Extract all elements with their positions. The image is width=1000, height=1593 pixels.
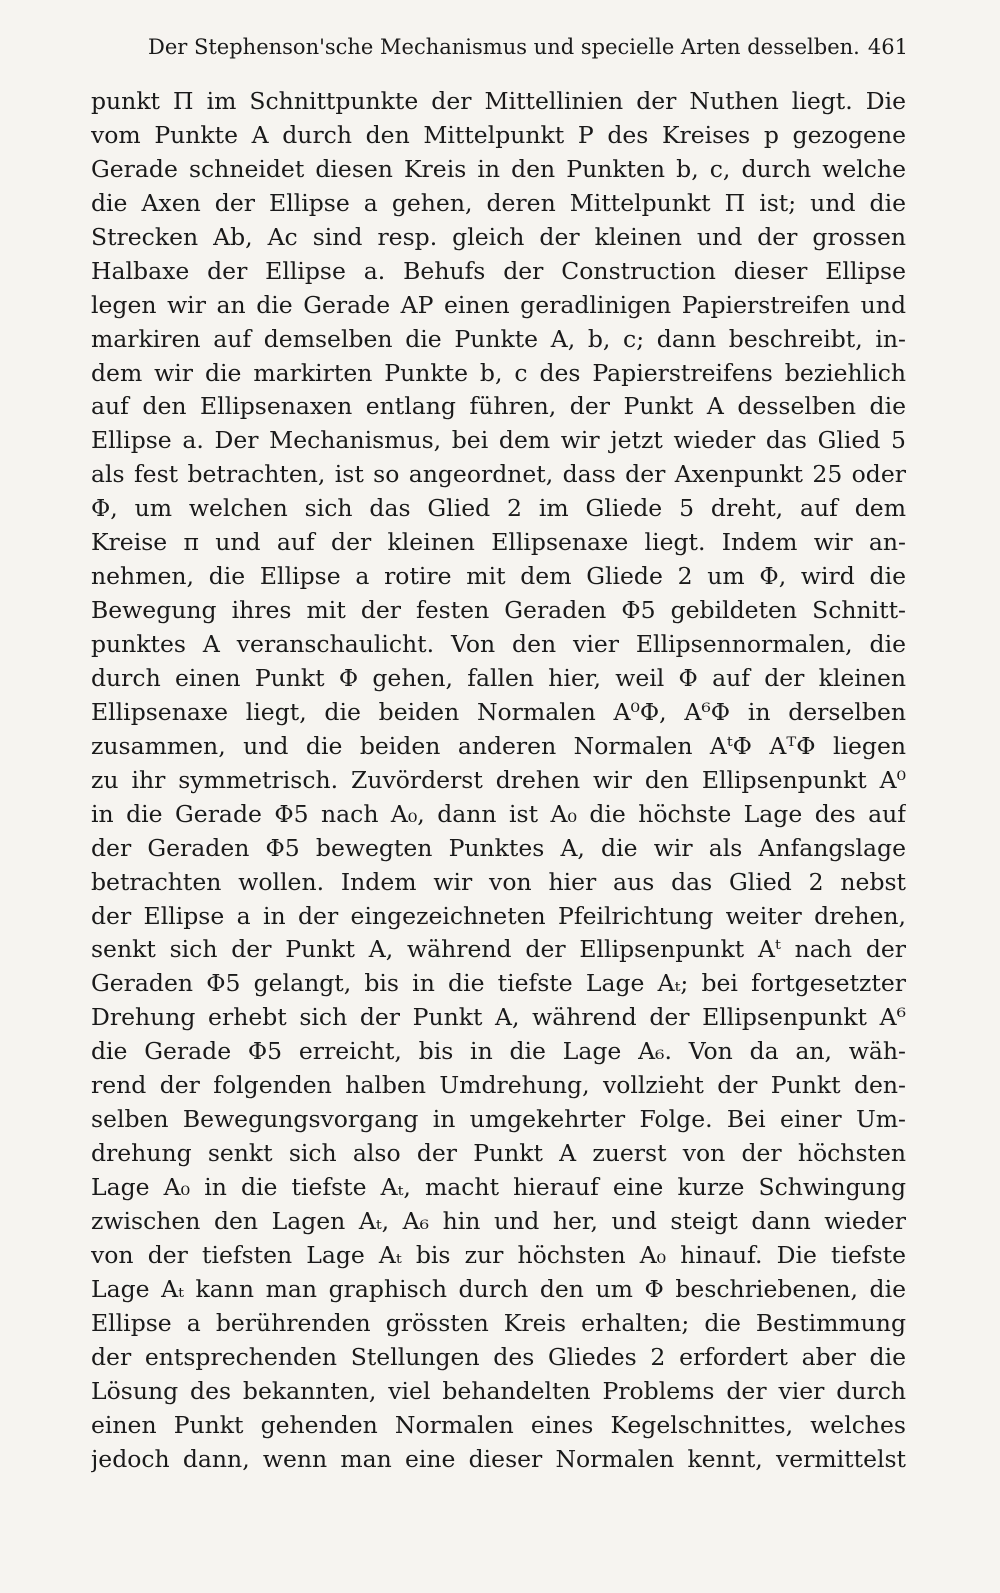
body-text [91,85,906,1476]
text-line: Drehung erhebt sich der Punkt A, während der Ellipsenpunkt A⁶ [91,1003,906,1032]
text-line: die Axen der Ellipse a gehen, deren Mittelpunkt Π ist; und die [91,188,906,217]
text-line: markiren auf demselben die Punkte A, b, c; dann beschreibt, in- [91,324,906,353]
text-line: Ellipse a. Der Mechanismus, bei dem wir jetzt wieder das Glied 5 [91,426,906,455]
text-line: auf den Ellipsenaxen entlang führen, der Punkt A desselben die [91,392,906,421]
text-line: selben Bewegungsvorgang in umgekehrter Folge. Bei einer Um- [91,1105,906,1134]
text-line: betrachten wollen. Indem wir von hier aus das Glied 2 nebst [91,867,906,896]
text-line: der Geraden Φ5 bewegten Punktes A, die wir als Anfangslage [91,833,906,862]
text-line: Gerade schneidet diesen Kreis in den Punkten b, c, durch welche [91,154,906,183]
text-line: dem wir die markirten Punkte b, c des Papierstreifens beziehlich [91,358,906,387]
text-line: zu ihr symmetrisch. Zuvörderst drehen wir den Ellipsenpunkt A⁰ [91,765,906,794]
text-line: Ellipse a berührenden grössten Kreis erhalten; die Bestimmung [91,1308,906,1337]
text-line: drehung senkt sich also der Punkt A zuerst von der höchsten [91,1139,906,1168]
text-line: punktes A veranschaulicht. Von den vier Ellipsennormalen, die [91,630,906,658]
text-line: zwischen den Lagen Aₜ, A₆ hin und her, und steigt dann wieder [91,1206,906,1235]
text-line: der Ellipse a in der eingezeichneten Pfeilrichtung weiter drehen, [91,901,906,930]
text-line: Ellipsenaxe liegt, die beiden Normalen A⁰Φ, A⁶Φ in derselben [91,697,906,726]
text-line: Lösung des bekannten, viel behandelten Problems der vier durch [91,1376,906,1405]
text-line: als fest betrachten, ist so angeordnet, dass der Axenpunkt 25 oder [91,460,906,489]
text-line: einen Punkt gehenden Normalen eines Kegelschnittes, welches [91,1410,906,1439]
text-line: Strecken Ab, Ac sind resp. gleich der kleinen und der grossen [91,222,906,251]
running-title: Der Stephenson'sche Mechanismus und specielle Arten desselben. [148,35,860,59]
text-line: Bewegung ihres mit der festen Geraden Φ5 gebildeten Schnitt- [91,596,906,625]
text-line: der entsprechenden Stellungen des Gliedes 2 erfordert aber die [91,1342,906,1371]
text-line: nehmen, die Ellipse a rotire mit dem Gliede 2 um Φ, wird die [91,562,906,591]
text-line: senkt sich der Punkt A, während der Ellipsenpunkt Aᵗ nach der [91,935,906,964]
running-head [148,30,908,64]
text-line: Geraden Φ5 gelangt, bis in die tiefste Lage Aₜ; bei fortgesetzter [91,969,906,998]
text-line: Kreise π und auf der kleinen Ellipsenaxe liegt. Indem wir an- [91,528,906,557]
text-line: in die Gerade Φ5 nach A₀, dann ist A₀ die höchste Lage des auf [91,799,906,828]
page-number: 461 [867,35,908,59]
text-line: Halbaxe der Ellipse a. Behufs der Construction dieser Ellipse [91,256,906,285]
text-line: durch einen Punkt Φ gehen, fallen hier, weil Φ auf der kleinen [91,663,906,692]
text-line: Φ, um welchen sich das Glied 2 im Gliede 5 dreht, auf dem [91,494,906,523]
text-line: punkt Π im Schnittpunkte der Mittellinien der Nuthen liegt. Die [91,87,906,115]
text-line: Lage Aₜ kann man graphisch durch den um Φ beschriebenen, die [91,1274,906,1303]
text-line: jedoch dann, wenn man eine dieser Normalen kennt, vermittelst [91,1444,906,1473]
text-line: die Gerade Φ5 erreicht, bis in die Lage A₆. Von da an, wäh- [91,1037,906,1066]
text-line: Lage A₀ in die tiefste Aₜ, macht hierauf eine kurze Schwingung [91,1173,906,1201]
text-line: zusammen, und die beiden anderen Normalen AᵗΦ AᵀΦ liegen [91,731,906,760]
text-line: von der tiefsten Lage Aₜ bis zur höchsten A₀ hinauf. Die tiefste [91,1240,906,1269]
text-line: rend der folgenden halben Umdrehung, vollzieht der Punkt den- [91,1071,906,1100]
text-line: legen wir an die Gerade AP einen geradlinigen Papierstreifen und [91,290,906,319]
text-line: vom Punkte A durch den Mittelpunkt P des Kreises p gezogene [91,120,906,149]
